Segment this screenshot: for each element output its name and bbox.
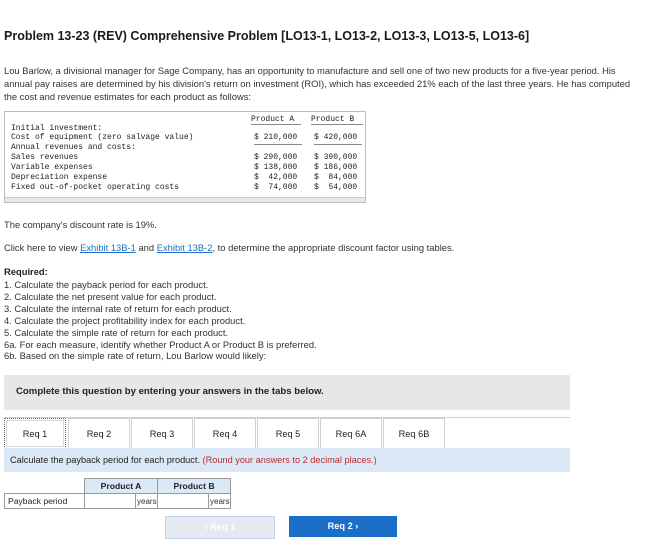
payback-product-b-unit: years (209, 494, 231, 509)
required-item: 2. Calculate the net present value for each product. (4, 290, 217, 302)
payback-answer-table (4, 478, 231, 509)
tab-req-5[interactable]: Req 5 (257, 418, 319, 449)
exhibit-13b-2-link[interactable]: Exhibit 13B-2 (156, 242, 213, 253)
exhibit-row-label: Sales revenues (11, 153, 79, 162)
tab-req-6b[interactable]: Req 6B (383, 418, 445, 449)
required-item: 4. Calculate the project profitability index for each product. (4, 314, 246, 326)
exhibit-cell-a: $ 290,000 (254, 153, 298, 162)
exhibit-links-middle: and (135, 242, 157, 253)
exhibit-header-underline-b (311, 124, 363, 125)
next-req-button[interactable] (289, 516, 397, 537)
required-item: 6a. For each measure, identify whether Product A or Product B is preferred. (4, 338, 317, 350)
exhibit-row-label: Cost of equipment (zero salvage value) (11, 133, 194, 142)
required-item: 1. Calculate the payback period for each product. (4, 279, 209, 290)
exhibit-cell-b: $ 186,000 (314, 163, 358, 172)
exhibit-cell-b: $ 390,000 (314, 153, 358, 162)
answer-col-product-b: Product B (158, 479, 231, 494)
exhibit-row-label: Depreciation expense (11, 173, 108, 182)
tab-req-1[interactable]: Req 1 (4, 418, 66, 449)
answer-table-corner (5, 479, 85, 494)
required-item: 3. Calculate the internal rate of return for each product. (4, 302, 232, 314)
tab-req-3[interactable]: Req 3 (131, 418, 193, 449)
chevron-right-icon: › (355, 521, 359, 531)
exhibit-col-product-b: Product B (311, 115, 355, 124)
exhibit-bottom-band (5, 197, 365, 202)
cost-revenue-exhibit (4, 111, 366, 203)
problem-intro: Lou Barlow, a divisional manager for Sage Company, has an opportunity to manufacture and sell one of two new products for a five-year period. His annual pay raises are determined by his division's return on investment (ROI), which has exceeded 21% each of the last three years. He has computed the cost and revenue estimates for each product as follows: (4, 65, 631, 102)
discount-rate-text: The company's discount rate is 19%. (4, 219, 157, 230)
next-req-label: Req 2 (327, 521, 353, 531)
requirement-tabs (4, 417, 570, 449)
tab-req-6a[interactable]: Req 6A (320, 418, 382, 449)
exhibit-row-label: Annual revenues and costs: (11, 143, 136, 152)
exhibit-header-underline-a (251, 124, 301, 125)
complete-instructions-text: Complete this question by entering your answers in the tabs below. (16, 386, 324, 397)
exhibit-col-product-a: Product A (251, 115, 295, 124)
instruction-rounding-note: (Round your answers to 2 decimal places.) (202, 455, 377, 465)
payback-product-a-input[interactable] (85, 494, 136, 509)
prev-req-label: Req 1 (210, 522, 236, 532)
exhibit-cell-b: $ 54,000 (314, 183, 358, 192)
instruction-main: Calculate the payback period for each product. (10, 455, 203, 465)
exhibit-13b-1-link[interactable]: Exhibit 13B-1 (80, 242, 136, 253)
tab-req-2[interactable]: Req 2 (68, 418, 130, 449)
exhibit-row-label: Initial investment: (11, 124, 103, 133)
required-item: 5. Calculate the simple rate of return for each product. (4, 326, 229, 338)
complete-instructions-banner (4, 375, 570, 410)
exhibit-links-line (4, 242, 454, 253)
required-list (4, 279, 317, 362)
exhibit-rule (254, 144, 302, 145)
exhibit-links-suffix: , to determine the appropriate discount factor using tables. (212, 242, 455, 253)
prev-req-button[interactable] (165, 516, 275, 539)
required-heading: Required: (4, 266, 48, 277)
payback-product-a-unit: years (136, 494, 158, 509)
tab-instruction-text (10, 455, 377, 465)
exhibit-rule (314, 144, 362, 145)
exhibit-cell-b: $ 420,000 (314, 133, 358, 142)
exhibit-links-prefix: Click here to view (4, 242, 81, 253)
exhibit-row-label: Fixed out-of-pocket operating costs (11, 183, 180, 192)
payback-period-label: Payback period (5, 494, 85, 509)
exhibit-cell-a: $ 210,000 (254, 133, 298, 142)
exhibit-cell-a: $ 138,000 (254, 163, 298, 172)
exhibit-cell-b: $ 84,000 (314, 173, 358, 182)
answer-col-product-a: Product A (85, 479, 158, 494)
exhibit-cell-a: $ 74,000 (254, 183, 298, 192)
tab-req-4[interactable]: Req 4 (194, 418, 256, 449)
required-item: 6b. Based on the simple rate of return, Lou Barlow would likely: (4, 350, 267, 362)
payback-product-b-input[interactable] (158, 494, 209, 509)
chevron-left-icon: ‹ (204, 522, 208, 532)
problem-title: Problem 13-23 (REV) Comprehensive Problem [LO13-1, LO13-2, LO13-3, LO13-5, LO13-6] (4, 29, 530, 43)
tab-instruction-banner (4, 448, 570, 472)
exhibit-row-label: Variable expenses (11, 163, 93, 172)
exhibit-cell-a: $ 42,000 (254, 173, 298, 182)
